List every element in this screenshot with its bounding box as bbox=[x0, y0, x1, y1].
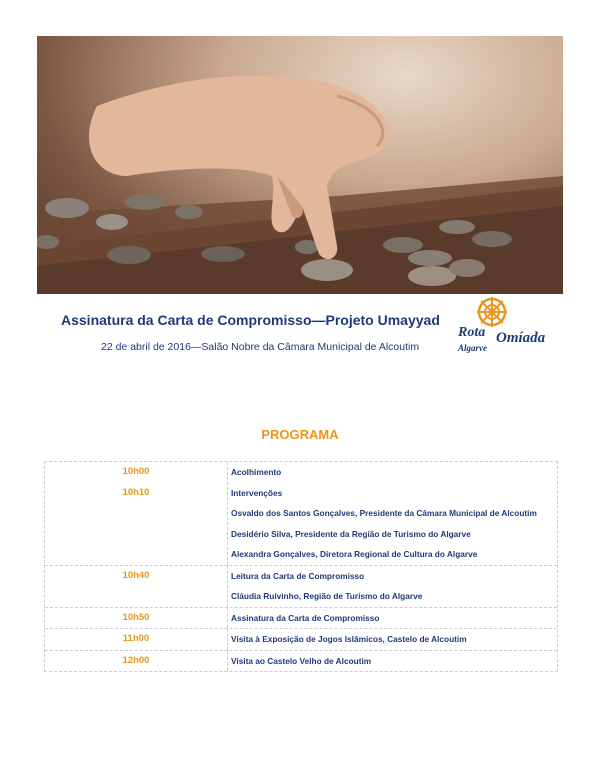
activity-line: Acolhimento bbox=[231, 467, 282, 477]
table-row bbox=[45, 462, 557, 565]
activity-line: Leitura da Carta de Compromisso bbox=[231, 570, 365, 581]
logo-text-omiada: Omíada bbox=[496, 330, 546, 346]
time-cell: 12h00 bbox=[122, 654, 150, 666]
hero-photo bbox=[37, 36, 563, 294]
activity-line: Alexandra Gonçalves, Diretora Regional de Cultura do Algarve bbox=[231, 549, 478, 559]
table-row bbox=[45, 650, 557, 672]
table-row bbox=[45, 607, 557, 629]
time-cell: 10h40 bbox=[122, 569, 150, 581]
compass-emblem-icon bbox=[476, 296, 508, 328]
event-date-venue: 22 de abril de 2016—Salão Nobre da Câmara Municipal de Alcoutim bbox=[101, 341, 420, 353]
activity-line: Cláudia Ruivinho, Região de Turismo do Algarve bbox=[231, 591, 423, 601]
hand-and-stones-illustration bbox=[37, 36, 563, 294]
activity-line: Osvaldo dos Santos Gonçalves, Presidente da Câmara Municipal de Alcoutim bbox=[231, 508, 537, 518]
table-row bbox=[45, 565, 557, 607]
time-cell: 10h10 bbox=[122, 487, 150, 498]
programa-table bbox=[44, 461, 558, 672]
activity-line: Visita ao Castelo Velho de Alcoutim bbox=[231, 655, 372, 666]
document-title: Assinatura da Carta de Compromisso—Projeto Umayyad bbox=[61, 312, 440, 328]
time-cell: 10h00 bbox=[122, 466, 150, 477]
time-cell: 10h50 bbox=[122, 611, 150, 623]
activity-line: Desidério Silva, Presidente da Região de Turismo do Algarve bbox=[231, 528, 471, 539]
activity-line: Assinatura da Carta de Compromisso bbox=[231, 612, 380, 623]
activity-line: Intervenções bbox=[231, 487, 283, 498]
activity-line: Visita à Exposição de Jogos Islâmicos, Castelo de Alcoutim bbox=[231, 634, 467, 644]
rota-omiada-logo bbox=[454, 296, 562, 358]
logo-text-rota: Rota bbox=[458, 325, 486, 340]
time-cell: 11h00 bbox=[122, 633, 150, 644]
logo-text-algarve: Algarve bbox=[458, 343, 487, 353]
programa-heading: PROGRAMA bbox=[261, 427, 339, 442]
table-row bbox=[45, 628, 557, 650]
